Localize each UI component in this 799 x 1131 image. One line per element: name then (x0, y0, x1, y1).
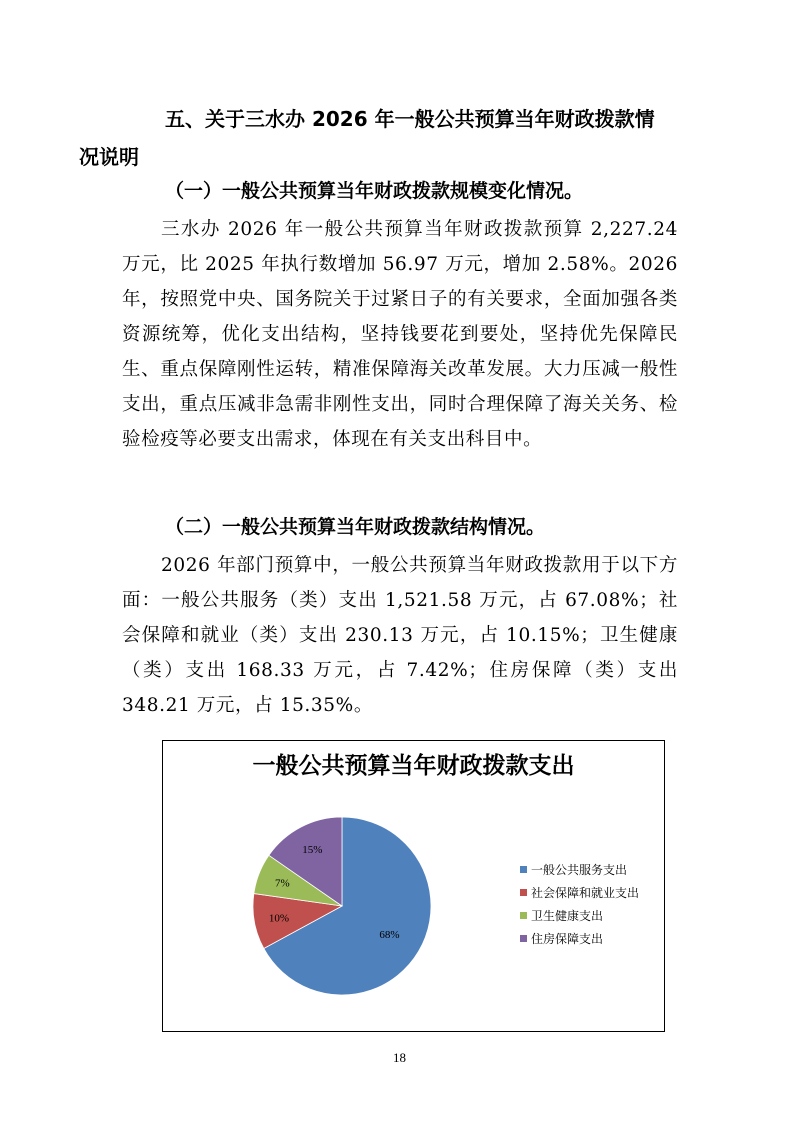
legend-swatch-2 (520, 889, 527, 896)
paragraph-structure: 2026 年部门预算中，一般公共预算当年财政拨款用于以下方面：一般公共服务（类）支出 1,521.58 万元，占 67.08%；社会保障和就业（类）支出 230.13 万元，占 10.15%；卫生健康（类）支出 168.33 万元，占 7.42%；住房保障（类）支出 348.21 万元，占 15.35%。 (122, 555, 678, 716)
section-heading-line2: 况说明 (79, 145, 139, 169)
legend-label-1: 一般公共服务支出 (531, 863, 628, 877)
pie-data-label-1: 68% (379, 929, 400, 942)
section-heading (79, 100, 682, 176)
pie-chart-canvas (163, 741, 664, 1031)
page-number: 18 (393, 1050, 406, 1065)
subsection-title-2: （二）一般公共预算当年财政拨款结构情况。 (165, 516, 546, 538)
pie-chart (162, 740, 665, 1032)
paragraph-scale-change: 三水办 2026 年一般公共预算当年财政拨款预算 2,227.24 万元，比 2025 年执行数增加 56.97 万元，增加 2.58%。2026 年，按照党中央、国务院关于过紧日子的有关要求，全面加强各类资源统筹，优化支出结构，坚持钱要花到要处，坚持优先保障民生、重点保障刚性运转，精准保障海关改革发展。大力压减一般性支出，重点压减非急需非刚性支出，同时合理保障了海关关务、检验检疫等必要支出需求，体现在有关支出科目中。 (122, 219, 678, 450)
pie-data-label-2: 10% (268, 912, 290, 925)
legend-label-4: 住房保障支出 (531, 932, 604, 946)
legend-swatch-3 (520, 912, 527, 919)
chart-title: 一般公共预算当年财政拨款支出 (252, 753, 575, 779)
legend-label-3: 卫生健康支出 (531, 909, 604, 923)
pie-data-label-4: 15% (302, 844, 323, 857)
legend-swatch-1 (520, 866, 527, 873)
section-heading-line1: 五、关于三水办 2026 年一般公共预算当年财政拨款情 (165, 107, 655, 131)
legend-label-2: 社会保障和就业支出 (531, 886, 640, 900)
legend-swatch-4 (520, 935, 527, 942)
pie-data-label-3: 7% (274, 877, 290, 890)
subsection-title-1: （一）一般公共预算当年财政拨款规模变化情况。 (165, 180, 584, 202)
